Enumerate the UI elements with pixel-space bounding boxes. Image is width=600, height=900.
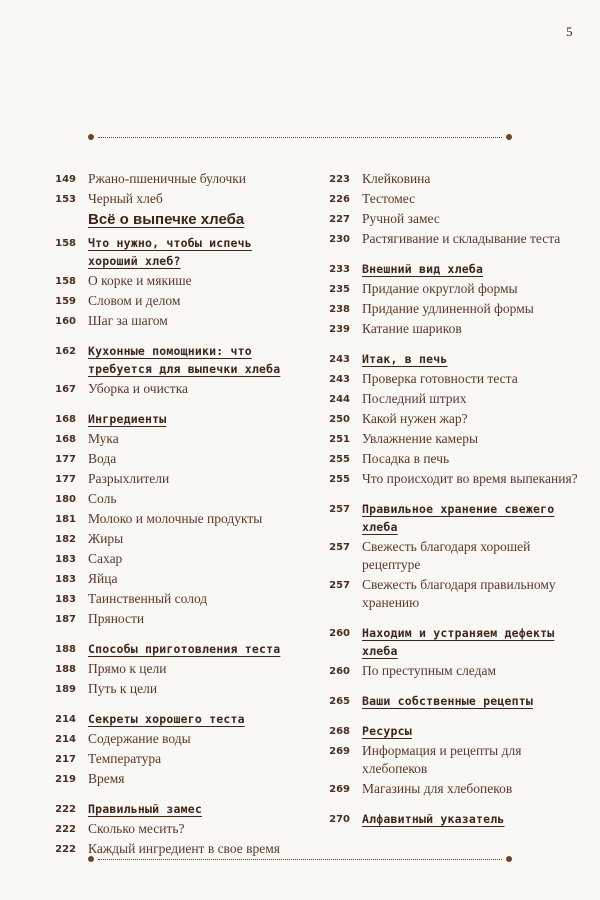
- toc-entry-title: Содержание воды: [88, 731, 191, 746]
- toc-page-number: 238: [329, 304, 350, 315]
- toc-heading-title: Что нужно, чтобы испечь хороший хлеб?: [88, 236, 252, 268]
- toc-entry-title: Прямо к цели: [88, 661, 167, 676]
- toc-entry-row[interactable]: [40, 470, 302, 488]
- toc-heading-row[interactable]: [40, 710, 302, 728]
- toc-heading-row[interactable]: [40, 640, 302, 658]
- toc-entry-title: Катание шариков: [362, 321, 462, 336]
- toc-page-number: 177: [55, 474, 76, 485]
- toc-page-number: 243: [329, 374, 350, 385]
- toc-heading-title: Ваши собственные рецепты: [362, 694, 533, 708]
- toc-entry-title: Посадка в печь: [362, 451, 450, 466]
- toc-page-number: 260: [329, 628, 350, 639]
- ornament-line: [98, 137, 502, 138]
- toc-entry-row[interactable]: [40, 590, 302, 608]
- toc-entry-title: Молоко и молочные продукты: [88, 511, 263, 526]
- toc-entry-row[interactable]: [40, 292, 302, 310]
- toc-entry-row[interactable]: [40, 750, 302, 768]
- toc-entry-row[interactable]: [40, 660, 302, 678]
- toc-page-number: 265: [329, 696, 350, 707]
- toc-page-number: 269: [329, 784, 350, 795]
- toc-entry-title: Время: [88, 771, 125, 786]
- toc-page-number: 187: [55, 614, 76, 625]
- toc-entry-row[interactable]: [40, 770, 302, 788]
- toc-page-number: 235: [329, 284, 350, 295]
- toc-entry-row[interactable]: [316, 320, 590, 338]
- toc-entry-row[interactable]: [40, 312, 302, 330]
- toc-entry-title: Сахар: [88, 551, 123, 566]
- toc-entry-row[interactable]: [316, 280, 590, 298]
- toc-heading-title: Алфавитный указатель: [362, 812, 505, 826]
- toc-page-number: 270: [329, 814, 350, 825]
- toc-page-number: 182: [55, 534, 76, 545]
- toc-page-number: 255: [329, 454, 350, 465]
- toc-entry-title: Растягивание и складывание теста: [362, 231, 561, 246]
- ornament-dot: [506, 134, 512, 140]
- toc-left-column: [40, 170, 302, 860]
- toc-heading-title: Внешний вид хлеба: [362, 262, 484, 276]
- toc-entry-title: Разрыхлители: [88, 471, 170, 486]
- toc-entry-title: Мука: [88, 431, 119, 446]
- toc-entry-title: Что происходит во время выпекания?: [362, 471, 578, 486]
- toc-entry-row[interactable]: [316, 300, 590, 318]
- toc-page-number: 188: [55, 644, 76, 655]
- toc-heading-title: Находим и устраняем дефекты хлеба: [362, 626, 555, 658]
- toc-entry-title: Температура: [88, 751, 162, 766]
- toc-entry-row[interactable]: [316, 470, 590, 488]
- toc-entry-row[interactable]: [316, 780, 590, 798]
- toc-page-number: 149: [55, 174, 76, 185]
- toc-page-number: 177: [55, 454, 76, 465]
- toc-page-number: 244: [329, 394, 350, 405]
- toc-entry-title: Проверка готовности теста: [362, 371, 518, 386]
- toc-page-number: 226: [329, 194, 350, 205]
- section-title: Всё о выпечке хлеба: [88, 211, 245, 228]
- toc-page-number: 183: [55, 574, 76, 585]
- toc-entry-title: Свежесть благодаря хорошей рецептуре: [362, 539, 531, 572]
- toc-page-number: 260: [329, 666, 350, 677]
- toc-entry-title: Ручной замес: [362, 211, 440, 226]
- toc-page-number: 257: [329, 504, 350, 515]
- toc-entry-title: Путь к цели: [88, 681, 158, 696]
- toc-page-number: 222: [55, 804, 76, 815]
- toc-page-number: 257: [329, 580, 350, 591]
- top-ornament-divider: [88, 133, 512, 143]
- toc-entry-title: Шаг за шагом: [88, 313, 168, 328]
- toc-page-number: 167: [55, 384, 76, 395]
- toc-heading-row[interactable]: [316, 624, 590, 660]
- toc-entry-title: Увлажнение камеры: [362, 431, 479, 446]
- toc-entry-row[interactable]: [40, 190, 302, 208]
- toc-entry-title: Соль: [88, 491, 117, 506]
- toc-heading-row[interactable]: [316, 722, 590, 740]
- toc-entry-title: Вода: [88, 451, 117, 466]
- toc-page-number: 223: [329, 174, 350, 185]
- toc-heading-title: Правильное хранение свежего хлеба: [362, 502, 555, 534]
- toc-entry-row[interactable]: [316, 576, 590, 612]
- toc-entry-title: Клейковина: [362, 171, 431, 186]
- toc-entry-row[interactable]: [316, 230, 590, 248]
- toc-page-number: 159: [55, 296, 76, 307]
- toc-entry-row[interactable]: [40, 170, 302, 188]
- toc-entry-title: Жиры: [88, 531, 124, 546]
- toc-page-number: 158: [55, 276, 76, 287]
- toc-page-number: 158: [55, 238, 76, 249]
- toc-entry-row[interactable]: [40, 510, 302, 528]
- ornament-line: [98, 859, 502, 860]
- toc-page-number: 255: [329, 474, 350, 485]
- toc-entry-row[interactable]: [316, 430, 590, 448]
- toc-entry-row[interactable]: [316, 410, 590, 428]
- toc-entry-row[interactable]: [40, 530, 302, 548]
- toc-page-number: 222: [55, 824, 76, 835]
- toc-page-number: 233: [329, 264, 350, 275]
- toc-page-number: 219: [55, 774, 76, 785]
- toc-entry-row[interactable]: [316, 190, 590, 208]
- toc-entry-title: Какой нужен жар?: [362, 411, 468, 426]
- toc-heading-row[interactable]: [40, 800, 302, 818]
- toc-entry-title: Придание округлой формы: [362, 281, 518, 296]
- toc-entry-row[interactable]: [40, 680, 302, 698]
- toc-entry-row[interactable]: [316, 210, 590, 228]
- toc-page-number: 160: [55, 316, 76, 327]
- toc-entry-title: Придание удлиненной формы: [362, 301, 534, 316]
- toc-heading-row[interactable]: [40, 342, 302, 378]
- toc-heading-row[interactable]: [40, 234, 302, 270]
- toc-page-number: 227: [329, 214, 350, 225]
- toc-entry-title: Черный хлеб: [88, 191, 163, 206]
- toc-heading-title: Правильный замес: [88, 802, 202, 816]
- toc-entry-title: Тестомес: [362, 191, 416, 206]
- toc-entry-title: Свежесть благодаря правильному хранению: [362, 577, 556, 610]
- toc-entry-row[interactable]: [316, 370, 590, 388]
- toc-entry-row[interactable]: [40, 730, 302, 748]
- toc-entry-title: Яйца: [88, 571, 118, 586]
- toc-entry-row[interactable]: [316, 390, 590, 408]
- toc-heading-row[interactable]: [316, 260, 590, 278]
- ornament-dot: [88, 856, 94, 862]
- toc-heading-row[interactable]: [316, 350, 590, 368]
- toc-page-number: 153: [55, 194, 76, 205]
- toc-heading-row[interactable]: [316, 692, 590, 710]
- toc-page-number: 214: [55, 734, 76, 745]
- toc-page-number: 189: [55, 684, 76, 695]
- toc-page-number: 243: [329, 354, 350, 365]
- toc-entry-row[interactable]: [40, 272, 302, 290]
- toc-page-number: 269: [329, 746, 350, 757]
- toc-entry-row[interactable]: [40, 820, 302, 838]
- toc-entry-row[interactable]: [316, 742, 590, 778]
- toc-page-number: 180: [55, 494, 76, 505]
- toc-entry-row[interactable]: [40, 610, 302, 628]
- page-number: 5: [566, 24, 573, 39]
- toc-heading-title: Итак, в печь: [362, 352, 448, 366]
- toc-page-number: 181: [55, 514, 76, 525]
- toc-page-number: 168: [55, 434, 76, 445]
- ornament-dot: [506, 856, 512, 862]
- toc-page-number: 188: [55, 664, 76, 675]
- toc-page-number: 230: [329, 234, 350, 245]
- bottom-ornament-divider: [88, 855, 512, 865]
- toc-entry-row[interactable]: [40, 450, 302, 468]
- toc-page-number: 239: [329, 324, 350, 335]
- toc-entry-title: Магазины для хлебопеков: [362, 781, 513, 796]
- toc-page-number: 183: [55, 554, 76, 565]
- toc-entry-row[interactable]: [40, 570, 302, 588]
- toc-entry-row[interactable]: [40, 380, 302, 398]
- toc-page-number: 168: [55, 414, 76, 425]
- toc-page-number: 183: [55, 594, 76, 605]
- toc-page-number: 222: [55, 844, 76, 855]
- toc-entry-row[interactable]: [316, 538, 590, 574]
- toc-page-number: 217: [55, 754, 76, 765]
- toc-entry-title: Информация и рецепты для хлебопеков: [362, 743, 522, 776]
- toc-entry-row[interactable]: [316, 450, 590, 468]
- toc-entry-title: Словом и делом: [88, 293, 181, 308]
- toc-entry-title: Таинственный солод: [88, 591, 208, 606]
- toc-page-number: 268: [329, 726, 350, 737]
- toc-entry-row[interactable]: [40, 490, 302, 508]
- toc-page-number: 214: [55, 714, 76, 725]
- toc-entry-title: Уборка и очистка: [88, 381, 189, 396]
- toc-heading-title: Ресурсы: [362, 724, 412, 738]
- toc-entry-title: Пряности: [88, 611, 145, 626]
- ornament-dot: [88, 134, 94, 140]
- toc-heading-title: Секреты хорошего теста: [88, 712, 245, 726]
- toc-page-number: 257: [329, 542, 350, 553]
- toc-heading-row[interactable]: [316, 810, 590, 828]
- toc-page-number: 250: [329, 414, 350, 425]
- toc-entry-title: Последний штрих: [362, 391, 467, 406]
- toc-heading-row[interactable]: [40, 410, 302, 428]
- toc-entry-row[interactable]: [40, 430, 302, 448]
- toc-entry-title: О корке и мякише: [88, 273, 192, 288]
- toc-heading-row[interactable]: [316, 500, 590, 536]
- toc-heading-title: Кухонные помощники: что требуется для выпечки хлеба: [88, 344, 281, 376]
- toc-right-column: [316, 170, 590, 830]
- toc-entry-row[interactable]: [316, 170, 590, 188]
- toc-page-number: 162: [55, 346, 76, 357]
- toc-heading-title: Способы приготовления теста: [88, 642, 281, 656]
- toc-entry-row[interactable]: [40, 550, 302, 568]
- toc-entry-title: По преступным следам: [362, 663, 497, 678]
- toc-page-number: 251: [329, 434, 350, 445]
- toc-heading-title: Ингредиенты: [88, 412, 167, 426]
- toc-entry-title: Ржано-пшеничные булочки: [88, 171, 247, 186]
- toc-entry-title: Каждый ингредиент в свое время: [88, 841, 280, 856]
- toc-entry-row[interactable]: [316, 662, 590, 680]
- toc-entry-title: Сколько месить?: [88, 821, 185, 836]
